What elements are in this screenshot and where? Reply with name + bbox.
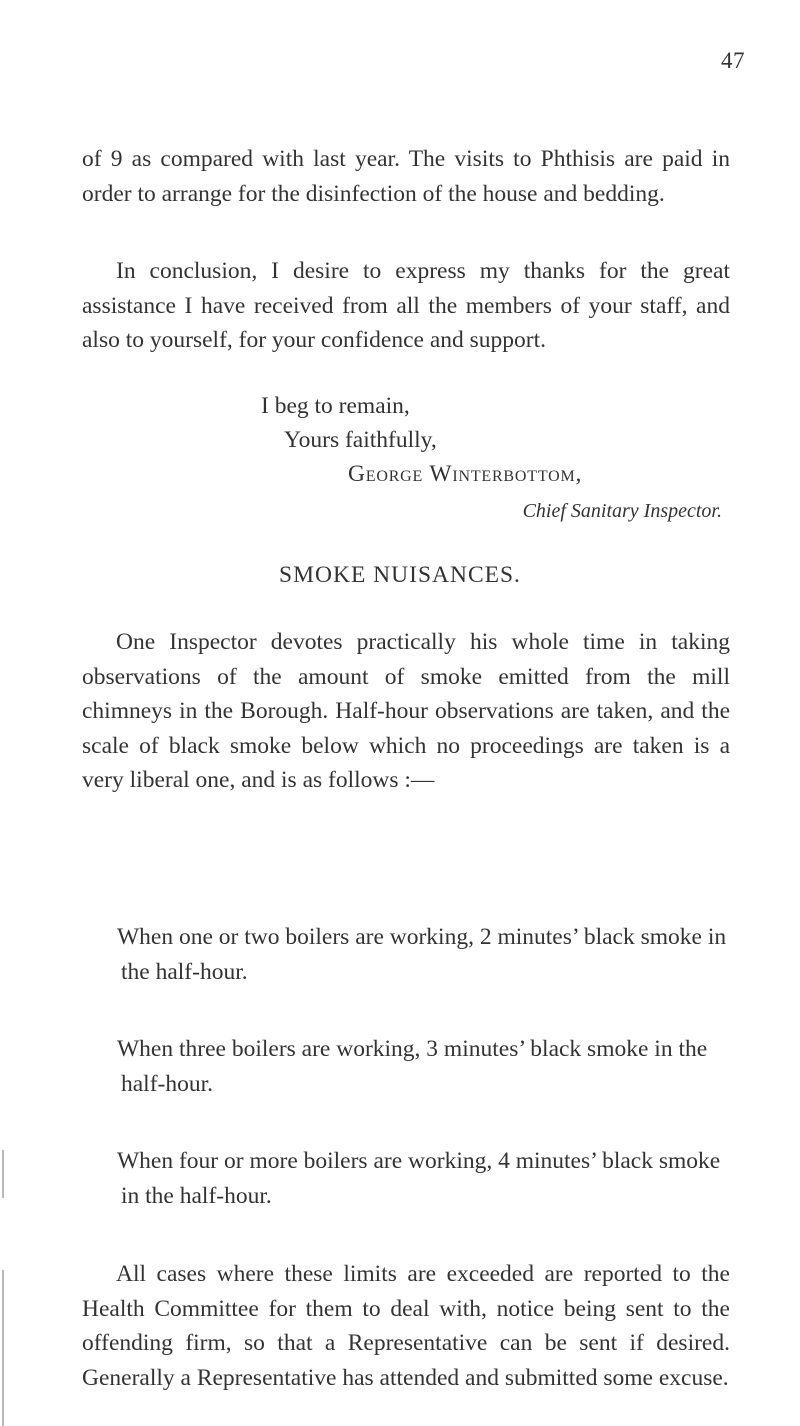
signature-salutation: Yours faithfully, (284, 427, 437, 453)
paragraph-reporting: All cases where these limits are exceeded are reported to the Health Committee for them to deal with, notice being sent to the offending firm, so that a Representative can be sent if desired. Generally a Representative has attended and submitted some excuse. (82, 1261, 730, 1391)
binding-edge-mark (2, 1270, 4, 1426)
signature-name: George Winterbottom, (348, 461, 583, 487)
paragraph-smoke-observations: One Inspector devotes practically his whole time in taking observations of the amount of smoke emitted from the mill chimneys in the Borough. Half-hour observations are taken, and the scale of black smoke below which no proceedings are taken is a very liberal one, and is as follows :— (82, 629, 730, 793)
binding-edge-mark (2, 1150, 4, 1198)
signature-title: Chief Sanitary Inspector. (522, 500, 722, 522)
limit-item: When four or more boilers are working, 4 minutes’ black smoke in the half-hour. (117, 1148, 721, 1209)
page-number: 47 (721, 48, 745, 73)
limit-item: When three boilers are working, 3 minutes’ black smoke in the half-hour. (117, 1036, 708, 1097)
signature-closing: I beg to remain, (261, 393, 410, 419)
section-heading: SMOKE NUISANCES. (279, 562, 521, 588)
limit-item: When one or two boilers are working, 2 minutes’ black smoke in the half-hour. (117, 924, 727, 985)
paragraph-conclusion-thanks: In conclusion, I desire to express my thanks for the great assistance I have received from all the members of your staff, and also to yourself, for your confidence and support. (82, 258, 730, 353)
paragraph-phthisis-visits: of 9 as compared with last year. The visits to Phthisis are paid in order to arrange for the disinfection of the house and bedding. (82, 146, 730, 207)
